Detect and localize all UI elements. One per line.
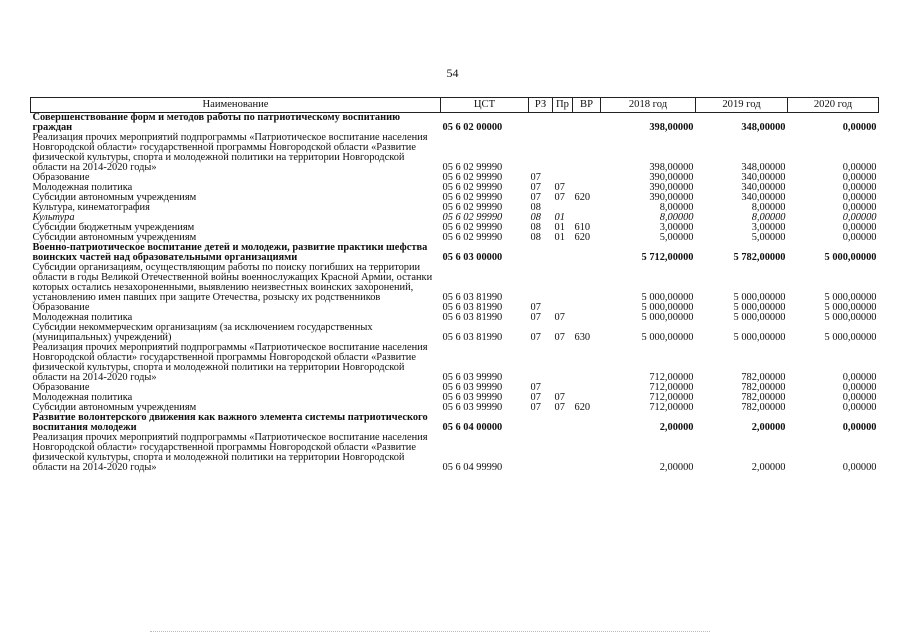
- cell-vr: [573, 113, 601, 134]
- cell-2019: 2,00000: [751, 422, 786, 433]
- cell-cst: 05 6 03 99990: [442, 402, 503, 413]
- cell-rz: [529, 343, 553, 383]
- cell-name: Реализация прочих мероприятий подпрограммы «Патриотическое воспитание населения Новгородской области» государственной программы Новгородской области «Развитие физической культуры, спорта и молодежной политики на территории Новгородской области на 2014-2020 годы»: [32, 132, 428, 173]
- cell-vr: 620: [574, 402, 591, 413]
- cell-cst: 05 6 03 81990: [442, 332, 503, 343]
- cell-rz: 08: [530, 202, 541, 213]
- table-row: [31, 323, 879, 343]
- cell-2020: 0,00000: [842, 462, 877, 473]
- cell-rz: 07: [530, 382, 541, 393]
- cell-2020: 0,00000: [842, 162, 877, 173]
- cell-pr: 07: [554, 392, 565, 403]
- cell-rz: 07: [530, 182, 541, 193]
- cell-2018: 5,00000: [659, 232, 694, 243]
- cell-vr: 610: [574, 222, 591, 233]
- cell-2018: 5 000,00000: [641, 292, 694, 303]
- cell-2020: 0,00000: [842, 222, 877, 233]
- header-2018: 2018 год: [601, 98, 696, 113]
- cell-vr: 620: [574, 232, 591, 243]
- cell-pr: 01: [554, 232, 565, 243]
- cell-2018: 5 000,00000: [641, 302, 694, 313]
- cell-2018: 2,00000: [659, 422, 694, 433]
- cell-2020: 0,00000: [842, 402, 877, 413]
- cell-pr: [553, 133, 573, 173]
- cell-cst: 05 6 04 99990: [442, 462, 503, 473]
- cell-rz: 07: [530, 402, 541, 413]
- cell-2018: 5 000,00000: [641, 312, 694, 323]
- header-vr: ВР: [573, 98, 601, 113]
- cell-2019: 348,00000: [741, 162, 786, 173]
- cell-cst: 05 6 02 99990: [442, 212, 503, 223]
- cell-2019: 340,00000: [741, 172, 786, 183]
- cell-2018: 5 712,00000: [641, 252, 694, 263]
- cell-name: Реализация прочих мероприятий подпрограммы «Патриотическое воспитание населения Новгородской области» государственной программы Новгородской области «Развитие физической культуры, спорта и молодежной политики на территории Новгородской области на 2014-2020 годы»: [32, 342, 428, 383]
- cell-2020: 0,00000: [842, 172, 877, 183]
- cell-name: Образование: [32, 302, 90, 313]
- cell-cst: 05 6 02 99990: [442, 222, 503, 233]
- cell-2019: 8,00000: [751, 202, 786, 213]
- cell-2019: 782,00000: [741, 392, 786, 403]
- cell-name: Субсидии автономным учреждениям: [32, 232, 197, 243]
- cell-2020: 0,00000: [842, 202, 877, 213]
- cell-pr: 07: [554, 402, 565, 413]
- cell-name: Совершенствование форм и методов работы по патриотическому воспитанию граждан: [32, 112, 401, 133]
- cell-rz: 07: [530, 332, 541, 343]
- cell-name: Образование: [32, 172, 90, 183]
- cell-2018: 5 000,00000: [641, 332, 694, 343]
- cell-vr: [573, 263, 601, 303]
- cell-2019: 782,00000: [741, 382, 786, 393]
- cell-pr: [553, 263, 573, 303]
- cell-2020: 0,00000: [842, 392, 877, 403]
- cell-2019: 5 000,00000: [733, 292, 786, 303]
- table-row: [31, 433, 879, 473]
- cell-2019: 782,00000: [741, 372, 786, 383]
- table-header-row: [31, 98, 879, 113]
- table-row: [31, 413, 879, 433]
- cell-2020: 0,00000: [842, 372, 877, 383]
- cell-name: Развитие волонтерского движения как важного элемента системы патриотического воспитания молодежи: [32, 412, 428, 433]
- header-rz: РЗ: [529, 98, 553, 113]
- cell-name: Реализация прочих мероприятий подпрограммы «Патриотическое воспитание населения Новгородской области» государственной программы Новгородской области «Развитие физической культуры, спорта и молодежной политики на территории Новгородской области на 2014-2020 годы»: [32, 432, 428, 473]
- cell-2020: 5 000,00000: [824, 312, 877, 323]
- cell-2020: 0,00000: [842, 192, 877, 203]
- cell-name: Субсидии организациям, осуществляющим работы по поиску погибших на территории области в годы Великой Отечественной войны военнослужащих Красной Армии, останки которых остались незахороненными, выявлению неизвестных воинских захоронений, установлению имен павших при защите Отечества, розыску их родственников: [32, 262, 433, 303]
- cell-cst: 05 6 02 99990: [442, 192, 503, 203]
- cell-rz: 08: [530, 212, 541, 223]
- cell-name: Субсидии автономным учреждениям: [32, 402, 197, 413]
- cell-vr: [573, 313, 601, 323]
- cell-2019: 348,00000: [741, 122, 786, 133]
- cell-pr: [553, 113, 573, 134]
- cell-rz: [529, 413, 553, 433]
- cell-2018: 390,00000: [649, 182, 694, 193]
- cell-cst: 05 6 03 00000: [442, 252, 503, 263]
- cell-pr: [553, 343, 573, 383]
- cell-2018: 712,00000: [649, 382, 694, 393]
- cell-cst: 05 6 03 99990: [442, 382, 503, 393]
- cell-cst: 05 6 02 99990: [442, 172, 503, 183]
- cell-2018: 3,00000: [659, 222, 694, 233]
- cell-rz: 08: [530, 222, 541, 233]
- cell-2020: 0,00000: [842, 382, 877, 393]
- cell-2019: 3,00000: [751, 222, 786, 233]
- cell-2019: 782,00000: [741, 402, 786, 413]
- table-row: [31, 343, 879, 383]
- cell-vr: [573, 133, 601, 173]
- table-row: [31, 133, 879, 173]
- cell-vr: [573, 243, 601, 263]
- cell-2019: 2,00000: [751, 462, 786, 473]
- cell-2018: 398,00000: [649, 162, 694, 173]
- cell-cst: 05 6 03 81990: [442, 302, 503, 313]
- cell-cst: 05 6 02 99990: [442, 232, 503, 243]
- cell-rz: 07: [530, 192, 541, 203]
- cell-2018: 2,00000: [659, 462, 694, 473]
- cell-pr: 07: [554, 182, 565, 193]
- cell-2018: 8,00000: [659, 212, 694, 223]
- cell-cst: 05 6 03 99990: [442, 372, 503, 383]
- cell-2018: 398,00000: [649, 122, 694, 133]
- cell-cst: 05 6 03 81990: [442, 312, 503, 323]
- header-name: Наименование: [31, 98, 441, 113]
- cell-cst: 05 6 02 99990: [442, 202, 503, 213]
- cell-rz: [529, 133, 553, 173]
- cell-cst: 05 6 02 99990: [442, 162, 503, 173]
- cell-2020: 5 000,00000: [824, 292, 877, 303]
- cell-name: Молодежная политика: [32, 392, 133, 403]
- cell-pr: 07: [554, 312, 565, 323]
- cell-vr: [573, 303, 601, 313]
- cell-vr: [573, 413, 601, 433]
- cell-rz: [529, 113, 553, 134]
- cell-2019: 5,00000: [751, 232, 786, 243]
- cell-2020: 0,00000: [842, 122, 877, 133]
- cell-2019: 5 000,00000: [733, 332, 786, 343]
- cell-pr: [553, 243, 573, 263]
- page-number: 54: [446, 66, 459, 80]
- cell-cst: 05 6 03 81990: [442, 292, 503, 303]
- cell-vr: [573, 173, 601, 183]
- cell-2020: 0,00000: [842, 182, 877, 193]
- cell-pr: [553, 433, 573, 473]
- cell-2020: 5 000,00000: [824, 302, 877, 313]
- cell-2020: 0,00000: [842, 212, 877, 223]
- cell-rz: 07: [530, 302, 541, 313]
- cell-vr: 620: [574, 192, 591, 203]
- table-row: [31, 243, 879, 263]
- cell-vr: [573, 203, 601, 213]
- cell-2018: 712,00000: [649, 402, 694, 413]
- scan-artifact-line: [150, 631, 710, 632]
- cell-name: Военно-патриотическое воспитание детей и молодежи, развитие практики шефства воинских частей над образовательными организациями: [32, 242, 428, 263]
- cell-2018: 8,00000: [659, 202, 694, 213]
- budget-table: [30, 97, 879, 473]
- cell-pr: [553, 413, 573, 433]
- header-2020: 2020 год: [788, 98, 879, 113]
- cell-2019: 5 782,00000: [733, 252, 786, 263]
- cell-rz: [529, 243, 553, 263]
- header-2019: 2019 год: [696, 98, 788, 113]
- cell-rz: [529, 263, 553, 303]
- cell-pr: 01: [554, 212, 565, 223]
- cell-name: Культура: [32, 212, 75, 223]
- cell-cst: 05 6 03 99990: [442, 392, 503, 403]
- cell-2019: 340,00000: [741, 192, 786, 203]
- cell-name: Молодежная политика: [32, 182, 133, 193]
- cell-vr: [573, 343, 601, 383]
- cell-name: Образование: [32, 382, 90, 393]
- cell-rz: [529, 433, 553, 473]
- cell-pr: 01: [554, 222, 565, 233]
- table-row: [31, 263, 879, 303]
- cell-name: Молодежная политика: [32, 312, 133, 323]
- cell-name: Субсидии автономным учреждениям: [32, 192, 197, 203]
- cell-cst: 05 6 02 00000: [442, 122, 503, 133]
- header-cst: ЦСТ: [441, 98, 529, 113]
- cell-2019: 5 000,00000: [733, 312, 786, 323]
- cell-name: Культура, кинематография: [32, 202, 150, 213]
- cell-rz: 07: [530, 172, 541, 183]
- table-row: [31, 113, 879, 134]
- cell-name: Субсидии некоммерческим организациям (за исключением государственных (муниципальных) учреждений): [32, 322, 373, 343]
- cell-cst: 05 6 04 00000: [442, 422, 503, 433]
- cell-2018: 712,00000: [649, 392, 694, 403]
- cell-2018: 712,00000: [649, 372, 694, 383]
- cell-2018: 390,00000: [649, 172, 694, 183]
- cell-2020: 0,00000: [842, 232, 877, 243]
- cell-2020: 5 000,00000: [824, 332, 877, 343]
- cell-vr: 630: [574, 332, 591, 343]
- cell-rz: 07: [530, 392, 541, 403]
- cell-vr: [573, 383, 601, 393]
- cell-name: Субсидии бюджетным учреждениям: [32, 222, 195, 233]
- header-pr: Пр: [553, 98, 573, 113]
- cell-rz: 07: [530, 312, 541, 323]
- cell-vr: [573, 433, 601, 473]
- cell-2020: 5 000,00000: [824, 252, 877, 263]
- cell-2020: 0,00000: [842, 422, 877, 433]
- cell-pr: 07: [554, 332, 565, 343]
- cell-2018: 390,00000: [649, 192, 694, 203]
- cell-2019: 8,00000: [751, 212, 786, 223]
- table-body: [31, 113, 879, 474]
- cell-2019: 340,00000: [741, 182, 786, 193]
- cell-cst: 05 6 02 99990: [442, 182, 503, 193]
- cell-pr: 07: [554, 192, 565, 203]
- cell-2019: 5 000,00000: [733, 302, 786, 313]
- cell-rz: 08: [530, 232, 541, 243]
